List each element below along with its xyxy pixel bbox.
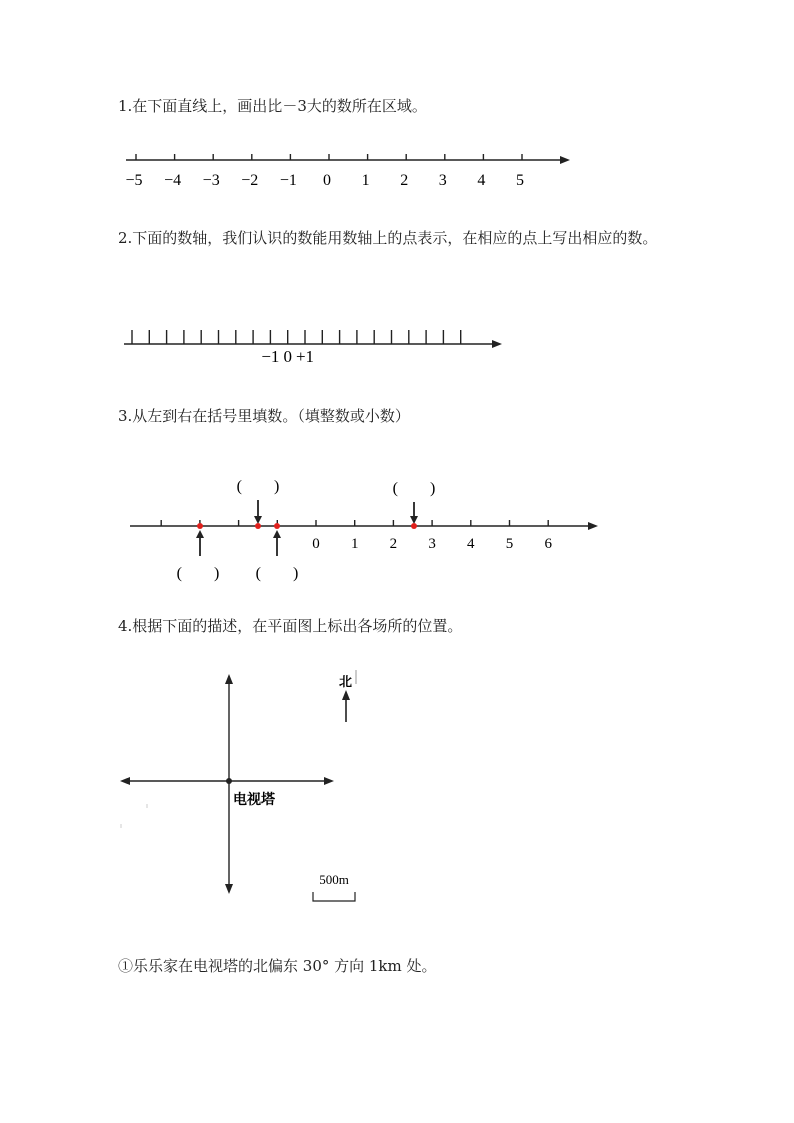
axis-tick-label: 3 (438, 172, 447, 189)
axis-tick-label: −3 (202, 172, 220, 189)
arrow-down-middle (254, 500, 262, 524)
axis-arrow (560, 156, 570, 164)
axis-tick-label: 2 (389, 536, 398, 552)
axis-tick-label: 4 (467, 536, 475, 552)
arrow-up-left (196, 530, 204, 556)
axis-tick-label: 3 (428, 536, 436, 552)
marked-point (197, 523, 203, 529)
axis-tick-label: 5 (505, 536, 514, 552)
axis-tick-label: 6 (544, 536, 552, 552)
south-arrowhead (225, 884, 233, 894)
number-line-1 (0, 140, 794, 200)
marked-point (255, 523, 261, 529)
question-1: 1.在下面直线上，画出比－3大的数所在区域。 (118, 97, 427, 115)
marked-point (274, 523, 280, 529)
arrow-down-right (410, 502, 418, 524)
number-line-2 (0, 320, 794, 370)
axis-arrow (588, 522, 598, 530)
axis-tick-label: 0 (323, 172, 331, 189)
axis-tick-label: 2 (400, 172, 409, 189)
axis-tick-label: 0 (312, 536, 320, 552)
north-label: 北 (339, 674, 353, 689)
axis-tick-label: +1 (295, 347, 315, 366)
axis-arrow (492, 340, 502, 348)
answer-blank[interactable]: ( ) (176, 565, 220, 582)
number-line-3 (0, 470, 794, 590)
axis-tick-label: 1 (361, 172, 370, 189)
east-arrowhead (324, 777, 334, 785)
question-4-1: ①乐乐家在电视塔的北偏东 30° 方向 1km 处。 (118, 957, 437, 975)
marked-point (411, 523, 417, 529)
answer-blank[interactable]: ( ) (255, 565, 299, 582)
axis-tick-label: 4 (477, 172, 486, 189)
answer-blank[interactable]: ( ) (236, 478, 280, 495)
axis-tick-label: 1 (350, 536, 359, 552)
answer-blank[interactable]: ( ) (392, 480, 436, 497)
arrow-up-middle (273, 530, 281, 556)
tv-tower-label: 电视塔 (233, 793, 275, 808)
axis-tick-label: 0 (283, 347, 292, 366)
tower-point (226, 778, 232, 784)
axis-tick-label: 5 (516, 172, 524, 189)
north-arrow-icon (342, 690, 350, 722)
scale-label: 500m (319, 872, 349, 887)
scale-bar (313, 892, 355, 901)
question-3: 3.从左到右在括号里填数。（填整数或小数） (118, 407, 410, 425)
axis-tick-label: −2 (241, 172, 259, 189)
map-diagram (0, 664, 794, 924)
axis-tick-label: −1 (279, 172, 297, 189)
axis-tick-label: −4 (164, 172, 182, 189)
axis-tick-label: −1 (261, 347, 280, 366)
question-2: 2.下面的数轴，我们认识的数能用数轴上的点表示，在相应的点上写出相应的数。 (118, 229, 658, 247)
axis-tick-label: −5 (125, 172, 143, 189)
west-arrowhead (120, 777, 130, 785)
north-arrowhead (225, 674, 233, 684)
question-4: 4.根据下面的描述，在平面图上标出各场所的位置。 (118, 617, 463, 635)
